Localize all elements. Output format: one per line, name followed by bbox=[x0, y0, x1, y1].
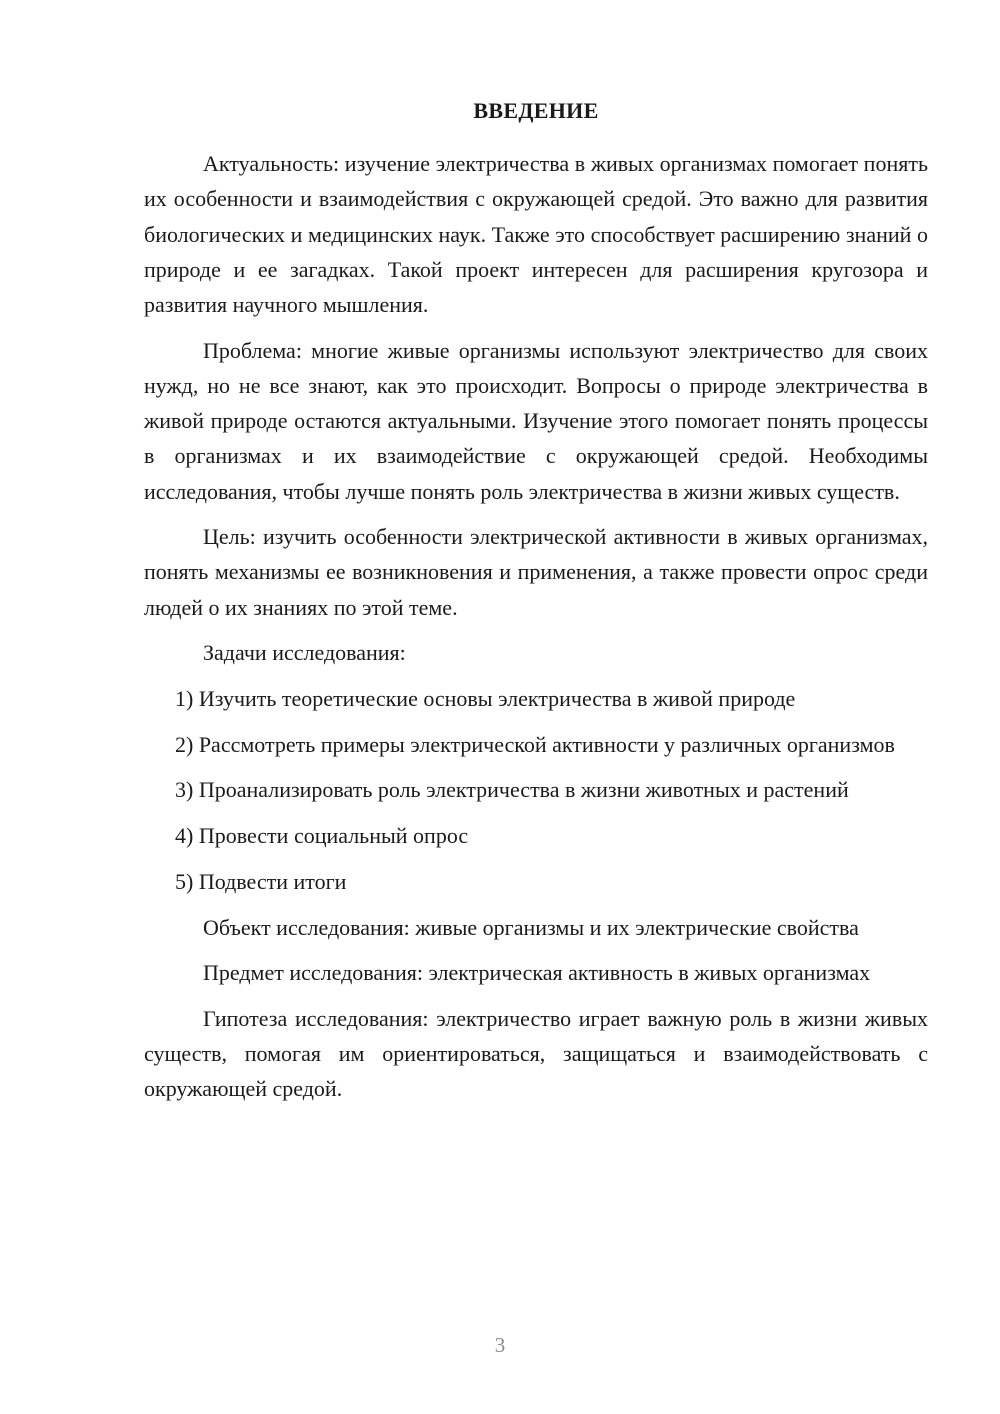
task-item: 5) Подвести итоги bbox=[175, 868, 347, 894]
page-content bbox=[144, 93, 928, 1117]
task-item: 4) Провести социальный опрос bbox=[175, 823, 469, 849]
paragraph-goal: Цель: изучить особенности электрической активности в живых организмах, понять механизмы ее возникновения и применения, а также провести опрос среди людей о их знаниях по этой теме. bbox=[144, 524, 928, 620]
section-title: ВВЕДЕНИЕ bbox=[473, 98, 599, 123]
paragraph-hypothesis: Гипотеза исследования: электричество играет важную роль в жизни живых существ, помогая им ориентироваться, защищаться и взаимодействовать с окружающей средой. bbox=[144, 1005, 928, 1102]
task-item: 1) Изучить теоретические основы электричества в живой природе bbox=[175, 686, 796, 712]
task-item: 3) Проанализировать роль электричества в жизни животных и растений bbox=[175, 777, 849, 803]
task-item: 2) Рассмотреть примеры электрической активности у различных организмов bbox=[175, 731, 895, 757]
paragraph-object: Объект исследования: живые организмы и их электрические свойства bbox=[203, 914, 859, 940]
page-number: 3 bbox=[494, 1333, 506, 1357]
paragraph-relevance: Актуальность: изучение электричества в живых организмах помогает понять их особенности и взаимодействия с окружающей средой. Это важно для развития биологических и медицинских наук. Также это способствует расширению знаний о природе и ее загадках. Такой проект интересен для расширения кругозора и развития научного мышления. bbox=[144, 151, 928, 318]
paragraph-subject: Предмет исследования: электрическая активность в живых организмах bbox=[203, 960, 871, 986]
paragraph-problem: Проблема: многие живые организмы используют электричество для своих нужд, но не все знают, как это происходит. Вопросы о природе электричества в живой природе остаются актуальными. Изучение этого помогает понять процессы в организмах и их взаимодействие с окружающей средой. Необходимы исследования, чтобы лучше понять роль электричества в жизни живых существ. bbox=[144, 337, 928, 504]
tasks-heading: Задачи исследования: bbox=[203, 640, 406, 666]
